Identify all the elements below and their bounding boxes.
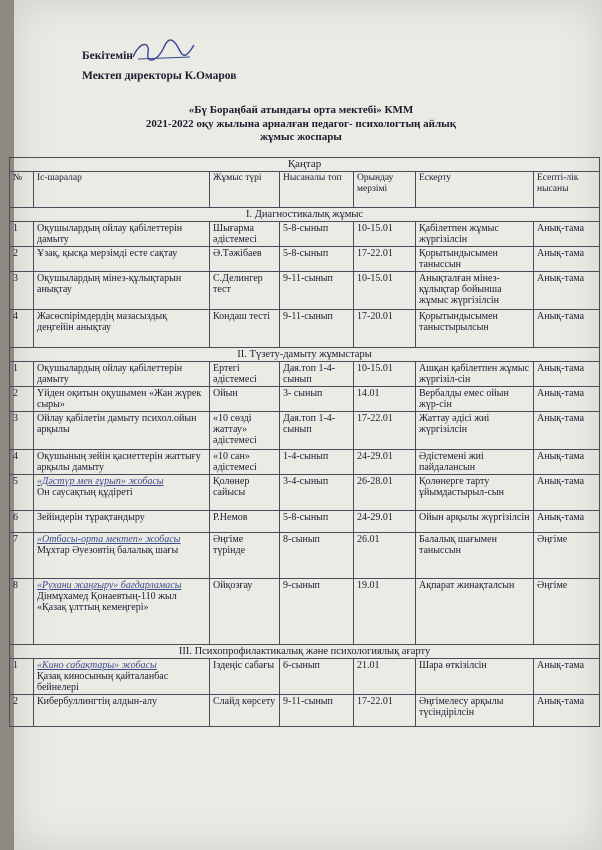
row-number-cell-text: 6 — [13, 512, 18, 523]
header-event: Іс-шаралар — [34, 172, 210, 208]
event-text: Дінмұхамед Қонаевтың-110 жыл «Қазақ ұлттың кемеңгері» — [37, 591, 177, 613]
target-group-cell-text: 6-сынып — [283, 660, 320, 671]
event-cell — [34, 695, 210, 727]
plan-table-body — [10, 158, 600, 727]
note-cell — [416, 387, 534, 412]
event-text: Жасөспірімдердің мазасыздық деңгейін анықтау — [37, 311, 168, 333]
work-type-cell — [210, 310, 280, 348]
project-name: «Отбасы-орта мектеп» жобасы — [37, 534, 181, 545]
note-cell-text: Қорытындысымен таныстырылсын — [419, 311, 498, 333]
target-group-cell-text: 3-4-сынып — [283, 476, 329, 487]
work-type-cell — [210, 412, 280, 450]
note-cell — [416, 362, 534, 387]
target-group-cell-text: 1-4-сынып — [283, 451, 329, 462]
table-row — [10, 310, 600, 348]
date-cell — [354, 272, 416, 310]
table-row — [10, 695, 600, 727]
row-number-cell-text: 2 — [13, 248, 18, 259]
work-type-cell-text: Іздеңіс сабағы — [213, 660, 275, 671]
date-cell — [354, 450, 416, 475]
event-cell — [34, 412, 210, 450]
section-row — [10, 208, 600, 222]
note-cell-text: Әңгімелесу арқылы түсіндірілсін — [419, 696, 504, 718]
note-cell-text: Қорытындысымен таныссын — [419, 248, 498, 270]
row-number-cell-text: 4 — [13, 311, 18, 322]
note-cell — [416, 533, 534, 579]
date-cell-text: 17-22.01 — [357, 413, 393, 424]
row-number-cell — [10, 533, 34, 579]
header-note: Ескерту — [416, 172, 534, 208]
work-type-cell-text: Ойын — [213, 388, 238, 399]
note-cell — [416, 247, 534, 272]
note-cell — [416, 222, 534, 247]
header-row — [10, 172, 600, 208]
row-number-cell — [10, 475, 34, 511]
row-number-cell-text: 2 — [13, 388, 18, 399]
note-cell-text: Шара өткізілсін — [419, 660, 487, 671]
work-type-cell — [210, 659, 280, 695]
row-number-cell — [10, 511, 34, 533]
target-group-cell-text: 9-11-сынып — [283, 273, 333, 284]
date-cell — [354, 533, 416, 579]
target-group-cell — [280, 247, 354, 272]
table-row — [10, 475, 600, 511]
row-number-cell — [10, 450, 34, 475]
date-cell — [354, 222, 416, 247]
event-cell — [34, 362, 210, 387]
date-cell — [354, 387, 416, 412]
target-group-cell — [280, 310, 354, 348]
work-type-cell — [210, 533, 280, 579]
report-cell — [534, 659, 600, 695]
target-group-cell — [280, 450, 354, 475]
plan-table — [9, 157, 600, 727]
report-cell-text: Анық-тама — [537, 388, 585, 399]
section-title: III. Психопрофилактикалық және психологиялық ағарту — [10, 645, 600, 659]
row-number-cell — [10, 247, 34, 272]
section-row — [10, 348, 600, 362]
work-type-cell-text: Кондаш тесті — [213, 311, 270, 322]
work-type-cell-text: Р.Немов — [213, 512, 248, 523]
date-cell-text: 24-29.01 — [357, 512, 393, 523]
date-cell-text: 10-15.01 — [357, 273, 393, 284]
school-title: «Бү Бораңбай атындағы орта мектебі» КММ — [188, 104, 414, 116]
row-number-cell-text: 5 — [13, 476, 18, 487]
event-cell — [34, 475, 210, 511]
event-cell — [34, 222, 210, 247]
note-cell — [416, 310, 534, 348]
event-text: Оқушының зейін қасиеттерін жаттығу арқылы дамыту — [37, 451, 201, 473]
note-cell — [416, 659, 534, 695]
target-group-cell-text: 8-сынып — [283, 534, 320, 545]
row-number-cell-text: 8 — [13, 580, 18, 591]
report-cell-text: Анық-тама — [537, 512, 585, 523]
header-type: Жұмыс түрі — [210, 172, 280, 208]
month-cell: Қаңтар — [10, 158, 600, 172]
target-group-cell — [280, 222, 354, 247]
target-group-cell — [280, 695, 354, 727]
date-cell — [354, 475, 416, 511]
date-cell-text: 24-29.01 — [357, 451, 393, 462]
header-num: № — [10, 172, 34, 208]
work-type-cell — [210, 579, 280, 645]
report-cell-text: Анық-тама — [537, 273, 585, 284]
report-cell-text: Анық-тама — [537, 248, 585, 259]
event-cell — [34, 450, 210, 475]
note-cell-text: Қабілетпен жұмыс жүргізілсін — [419, 223, 499, 245]
row-number-cell — [10, 362, 34, 387]
event-cell — [34, 387, 210, 412]
table-row — [10, 533, 600, 579]
target-group-cell — [280, 475, 354, 511]
row-number-cell-text: 3 — [13, 413, 18, 424]
date-cell-text: 17-22.01 — [357, 696, 393, 707]
target-group-cell — [280, 511, 354, 533]
header-date: Орындау мерзімі — [354, 172, 416, 208]
event-cell — [34, 579, 210, 645]
report-cell — [534, 412, 600, 450]
date-cell — [354, 310, 416, 348]
note-cell — [416, 450, 534, 475]
event-cell — [34, 310, 210, 348]
target-group-cell — [280, 533, 354, 579]
report-cell — [534, 511, 600, 533]
row-number-cell — [10, 579, 34, 645]
report-cell-text: Анық-тама — [537, 660, 585, 671]
date-cell-text: 10-15.01 — [357, 363, 393, 374]
project-name: «Рухани жаңғыру» бағдарламасы — [37, 580, 182, 591]
row-number-cell-text: 1 — [13, 363, 18, 374]
event-text: Оқушылардың ойлау қабілеттерін дамыту — [37, 223, 183, 245]
work-type-cell — [210, 695, 280, 727]
work-type-cell — [210, 475, 280, 511]
row-number-cell — [10, 310, 34, 348]
report-cell — [534, 272, 600, 310]
report-cell-text: Анық-тама — [537, 696, 585, 707]
work-type-cell — [210, 222, 280, 247]
report-cell-text: Анық-тама — [537, 363, 585, 374]
target-group-cell-text: 9-11-сынып — [283, 696, 333, 707]
work-type-cell — [210, 450, 280, 475]
row-number-cell-text: 4 — [13, 451, 18, 462]
table-row — [10, 579, 600, 645]
row-number-cell — [10, 695, 34, 727]
row-number-cell-text: 1 — [13, 660, 18, 671]
table-row — [10, 247, 600, 272]
event-cell — [34, 247, 210, 272]
report-cell — [534, 450, 600, 475]
table-row — [10, 511, 600, 533]
event-text: Оқушылардың мінез-құлықтарын анықтау — [37, 273, 182, 295]
report-cell-text: Әңгіме — [537, 580, 568, 591]
note-cell — [416, 412, 534, 450]
work-type-cell-text: Әңгіме түрінде — [213, 534, 246, 556]
row-number-cell — [10, 412, 34, 450]
note-cell — [416, 272, 534, 310]
note-cell-text: Балалық шағымен таныссын — [419, 534, 497, 556]
note-cell-text: Қолөнерге тарту ұйымдастырыл-сын — [419, 476, 504, 498]
note-cell — [416, 579, 534, 645]
report-cell — [534, 247, 600, 272]
header-group: Нысаналы топ — [280, 172, 354, 208]
project-name: «Дәстүр мен ғұрып» жобасы — [37, 476, 164, 487]
event-text: Зейіндерін тұрақтандыру — [37, 512, 145, 523]
report-cell-text: Анық-тама — [537, 451, 585, 462]
target-group-cell — [280, 659, 354, 695]
table-row — [10, 272, 600, 310]
date-cell — [354, 362, 416, 387]
target-group-cell — [280, 272, 354, 310]
note-cell — [416, 695, 534, 727]
report-cell — [534, 533, 600, 579]
row-number-cell — [10, 272, 34, 310]
date-cell — [354, 511, 416, 533]
row-number-cell-text: 1 — [13, 223, 18, 234]
note-cell-text: Ашқан қабілетпен жұмыс жүргізіл-сін — [419, 363, 530, 385]
plan-title-2: жұмыс жоспары — [260, 131, 342, 143]
work-type-cell-text: Шығарма әдістемесі — [213, 223, 257, 245]
target-group-cell-text: Дая.топ 1-4-сынып — [283, 363, 336, 385]
director-line: Мектеп директоры К.Омаров — [82, 70, 237, 82]
report-cell-text: Анық-тама — [537, 476, 585, 487]
event-text: Оқушылардың ойлау қабілеттерін дамыту — [37, 363, 183, 385]
month-row — [10, 158, 600, 172]
row-number-cell — [10, 659, 34, 695]
note-cell-text: Ойын арқылы жүргізілсін — [419, 512, 530, 523]
date-cell-text: 21.01 — [357, 660, 380, 671]
event-cell — [34, 659, 210, 695]
target-group-cell-text: 3- сынып — [283, 388, 323, 399]
date-cell — [354, 695, 416, 727]
report-cell — [534, 579, 600, 645]
row-number-cell — [10, 222, 34, 247]
work-type-cell — [210, 387, 280, 412]
table-row — [10, 222, 600, 247]
event-text: Он саусақтың құдіреті — [37, 487, 133, 498]
approval-line: Бекітемін — [82, 50, 133, 62]
signature-image — [128, 37, 198, 65]
work-type-cell-text: Слайд көрсету — [213, 696, 276, 707]
target-group-cell-text: 9-11-сынып — [283, 311, 333, 322]
project-name: «Кино сабақтары» жобасы — [37, 660, 157, 671]
row-number-cell — [10, 387, 34, 412]
date-cell-text: 10-15.01 — [357, 223, 393, 234]
work-type-cell-text: «10 сан» әдістемесі — [213, 451, 257, 473]
work-type-cell-text: «10 сөзді жаттау» әдістемесі — [213, 413, 257, 446]
table-row — [10, 387, 600, 412]
header-report: Есепті-лік нысаны — [534, 172, 600, 208]
work-type-cell-text: Қолөнер сайысы — [213, 476, 250, 498]
report-cell-text: Анық-тама — [537, 311, 585, 322]
work-type-cell-text: Ойқозғау — [213, 580, 253, 591]
report-cell — [534, 387, 600, 412]
date-cell-text: 14.01 — [357, 388, 380, 399]
table-row — [10, 659, 600, 695]
note-cell-text: Әдістемені жиі пайдалансын — [419, 451, 484, 473]
event-cell — [34, 533, 210, 579]
date-cell — [354, 579, 416, 645]
plan-title: 2021-2022 оқу жылына арналған педагог- психологтың айлық — [145, 118, 457, 130]
work-type-cell-text: С.Делингер тест — [213, 273, 263, 295]
event-cell — [34, 511, 210, 533]
work-type-cell — [210, 362, 280, 387]
target-group-cell-text: Дая.топ 1-4-сынып — [283, 413, 336, 435]
row-number-cell-text: 3 — [13, 273, 18, 284]
note-cell-text: Вербалды емес ойын жүр-сін — [419, 388, 509, 410]
row-number-cell-text: 2 — [13, 696, 18, 707]
work-type-cell — [210, 272, 280, 310]
target-group-cell — [280, 362, 354, 387]
event-text: Қазақ киносының қайталанбас бейнелері — [37, 671, 169, 693]
row-number-cell-text: 7 — [13, 534, 18, 545]
table-row — [10, 450, 600, 475]
section-title: I. Диагностикалық жұмыс — [10, 208, 600, 222]
date-cell-text: 17-20.01 — [357, 311, 393, 322]
note-cell — [416, 511, 534, 533]
report-cell-text: Анық-тама — [537, 223, 585, 234]
event-text: Үйден оқитын оқушымен «Жан жүрек сыры» — [37, 388, 202, 410]
event-text: Мұхтар Әуезовтің балалық шағы — [37, 545, 179, 556]
work-type-cell-text: Ә.Тәжібаев — [213, 248, 262, 259]
note-cell-text: Жаттау әдісі жиі жүргізілсін — [419, 413, 490, 435]
date-cell — [354, 659, 416, 695]
date-cell-text: 26.01 — [357, 534, 380, 545]
date-cell-text: 17-22.01 — [357, 248, 393, 259]
target-group-cell-text: 5-8-сынып — [283, 223, 329, 234]
date-cell — [354, 412, 416, 450]
date-cell-text: 26-28.01 — [357, 476, 393, 487]
target-group-cell-text: 5-8-сынып — [283, 248, 329, 259]
target-group-cell — [280, 387, 354, 412]
target-group-cell — [280, 412, 354, 450]
note-cell-text: Анықталған мінез-құлықтар бойынша жұмыс жүргізілсін — [419, 273, 502, 306]
report-cell-text: Анық-тама — [537, 413, 585, 424]
date-cell — [354, 247, 416, 272]
event-cell — [34, 272, 210, 310]
report-cell — [534, 695, 600, 727]
report-cell — [534, 475, 600, 511]
section-title: II. Түзету-дамыту жұмыстары — [10, 348, 600, 362]
date-cell-text: 19.01 — [357, 580, 380, 591]
event-text: Ұзақ, қысқа мерзімді есте сақтау — [37, 248, 178, 259]
report-cell — [534, 362, 600, 387]
table-row — [10, 412, 600, 450]
note-cell-text: Ақпарат жинақталсын — [419, 580, 515, 591]
report-cell — [534, 310, 600, 348]
event-text: Ойлау қабілетін дамыту психол.ойын арқылы — [37, 413, 197, 435]
work-type-cell — [210, 247, 280, 272]
report-cell — [534, 222, 600, 247]
target-group-cell-text: 9-сынып — [283, 580, 320, 591]
target-group-cell-text: 5-8-сынып — [283, 512, 329, 523]
work-type-cell — [210, 511, 280, 533]
target-group-cell — [280, 579, 354, 645]
note-cell — [416, 475, 534, 511]
work-type-cell-text: Ертегі әдістемесі — [213, 363, 257, 385]
table-row — [10, 362, 600, 387]
event-text: Кибербуллингтің алдын-алу — [37, 696, 157, 707]
report-cell-text: Әңгіме — [537, 534, 568, 545]
section-row — [10, 645, 600, 659]
